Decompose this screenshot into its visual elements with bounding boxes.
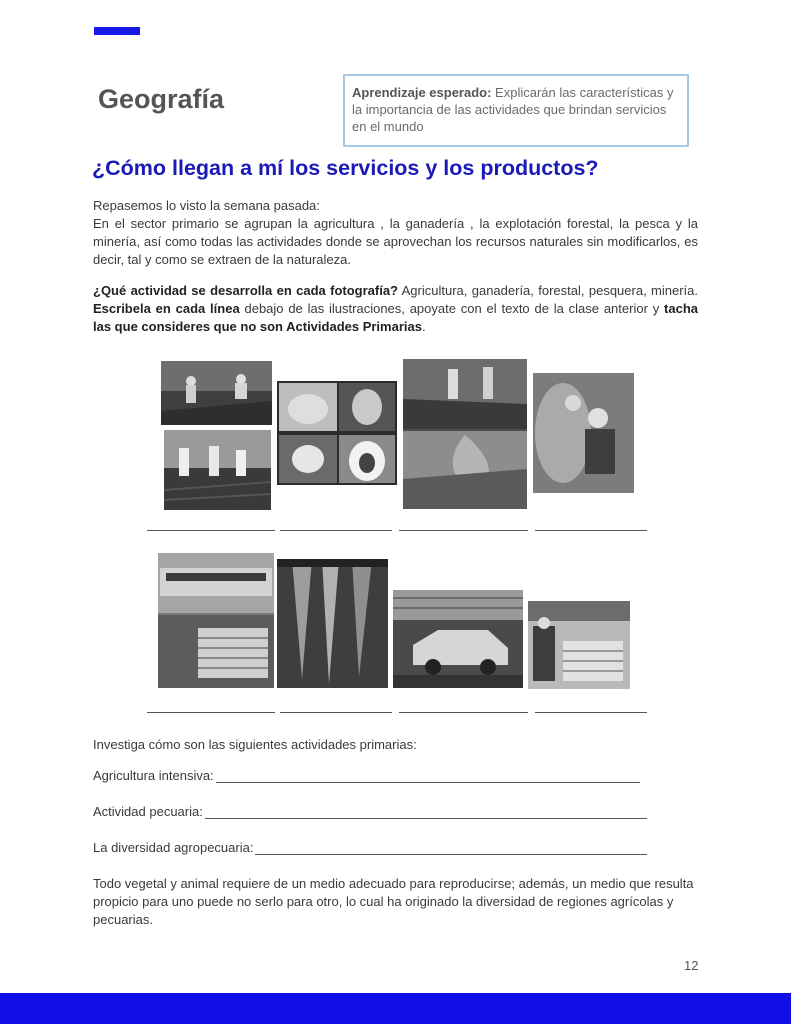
answer-line[interactable] xyxy=(399,530,528,531)
answer-line[interactable] xyxy=(535,530,647,531)
answer-line[interactable] xyxy=(147,712,275,713)
instruction-question: ¿Qué actividad se desarrolla en cada fotografía? xyxy=(93,283,398,298)
answer-line[interactable] xyxy=(535,712,647,713)
answer-line[interactable] xyxy=(280,530,392,531)
research-intro: Investiga cómo son las siguientes actividades primarias: xyxy=(93,737,417,752)
closing-paragraph: Todo vegetal y animal requiere de un medio adecuado para reproducirse; además, un medio que resulta propicio para uno puede no serlo para otro, lo cual ha originado la diversidad de regiones agrícolas y pecuarias. xyxy=(93,876,694,927)
photo-train-cargo xyxy=(158,553,274,688)
instruction-paragraph xyxy=(93,282,698,336)
research-item-label: Agricultura intensiva: xyxy=(93,768,214,783)
objective-label: Aprendizaje esperado: xyxy=(352,85,492,100)
research-answer-line[interactable] xyxy=(205,806,647,819)
instruction-support: debajo de las ilustraciones, apoyate con el texto de la clase anterior y xyxy=(239,301,665,316)
photo-fishing-boat xyxy=(403,359,527,509)
answer-line[interactable] xyxy=(399,712,528,713)
photo-miners-tunnel xyxy=(533,373,634,493)
photo-farm-animals xyxy=(277,381,397,485)
bottom-accent-bar xyxy=(0,993,791,1024)
research-answer-line[interactable] xyxy=(255,842,647,855)
photo-workers-rows xyxy=(164,430,271,510)
instruction-cross: tacha las que consideres que no son Actividades Primarias xyxy=(93,301,698,334)
page-number: 12 xyxy=(684,958,699,973)
answer-line[interactable] xyxy=(280,712,392,713)
learning-objective-box xyxy=(343,74,689,147)
review-intro: Repasemos lo visto la semana pasada: xyxy=(93,198,320,213)
research-answer-line[interactable] xyxy=(216,770,640,783)
photo-farm-workers-field xyxy=(161,361,272,425)
top-accent-bar xyxy=(94,27,140,35)
objective-text: Explicarán las características y la importancia de las actividades que brindan servicios en el mundo xyxy=(352,85,674,134)
research-item-agricultura xyxy=(93,768,640,783)
review-body: En el sector primario se agrupan la agricultura , la ganadería , la explotación forestal, la pesca y la minería, así como todas las actividades donde se aprovechan los recursos naturales sin modificarlos, es decir, tal y como se extraen de la naturaleza. xyxy=(93,216,698,267)
photo-meat-hanging xyxy=(277,559,388,688)
instruction-options: Agricultura, ganadería, forestal, pesquera, minería. xyxy=(398,283,698,298)
research-item-label: La diversidad agropecuaria: xyxy=(93,840,254,855)
photo-car-factory xyxy=(393,590,523,688)
research-item-diversidad xyxy=(93,840,647,855)
instruction-write: Escribela en cada línea xyxy=(93,301,240,316)
instruction-end: . xyxy=(421,319,426,334)
review-paragraph xyxy=(93,197,698,269)
page-heading: ¿Cómo llegan a mí los servicios y los productos? xyxy=(92,156,599,180)
photo-supermarket xyxy=(528,601,630,689)
research-item-label: Actividad pecuaria: xyxy=(93,804,203,819)
research-item-pecuaria xyxy=(93,804,647,819)
subject-title: Geografía xyxy=(98,84,225,114)
answer-line[interactable] xyxy=(147,530,275,531)
